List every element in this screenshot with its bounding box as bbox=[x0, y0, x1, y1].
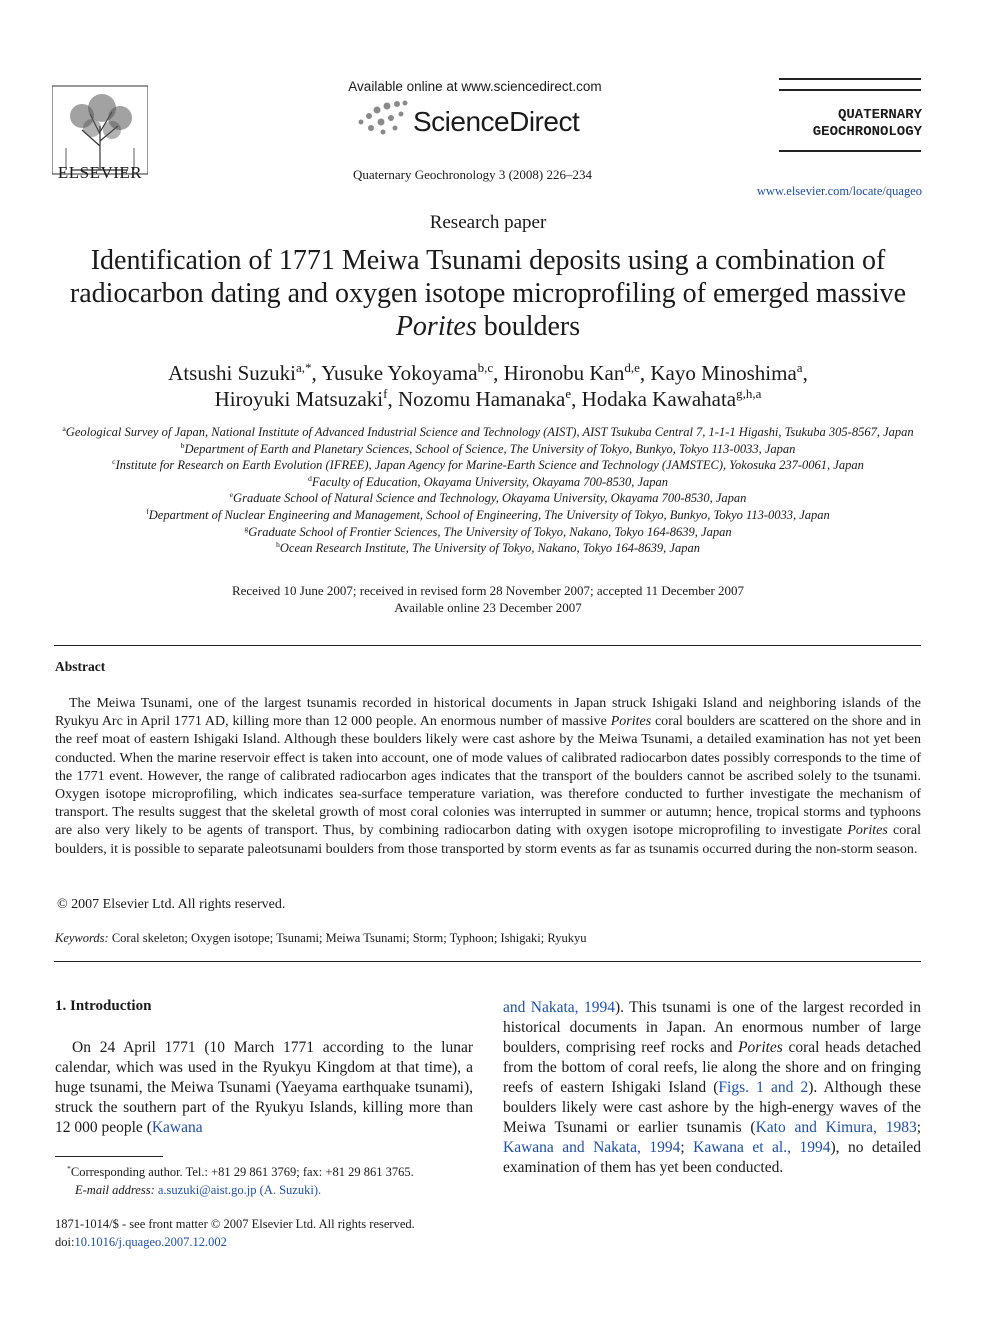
sciencedirect-wordmark: ScienceDirect bbox=[413, 106, 580, 137]
title-text: Identification of 1771 Meiwa Tsunami deposits using a combination of radiocarbon dating and oxygen isotope microprofiling of emerged massive bbox=[69, 245, 907, 309]
section-divider bbox=[54, 645, 921, 646]
journal-title-logo bbox=[764, 107, 922, 141]
keywords-label: Keywords: bbox=[55, 931, 109, 945]
citation-link[interactable]: and Nakata, 1994 bbox=[503, 999, 615, 1016]
affiliation: $^g$Graduate School of Frontier Sciences, The University of Tokyo, Nakano, Tokyo 164-8639, Japan bbox=[244, 523, 732, 539]
abstract-copyright: © 2007 Elsevier Ltd. All rights reserved. bbox=[57, 897, 286, 912]
doi-link[interactable]: 10.1016/j.quageo.2007.12.002 bbox=[74, 1235, 227, 1249]
intro-column-right: and Nakata, 1994). This tsunami is one of the largest recorded in historical documents in Japan. An enormous number of large boulders, comprising reef rocks and Porites coral heads detached from the bottom of coral reefs, lie along the shore and on fringing reefs of eastern Ishigaki Island (Figs. 1 and 2). Although these boulders likely were cast ashore by the high-energy waves of the Meiwa Tsunami or earlier tsunamis (Kato and Kimura, 1983; Kawana and Nakata, 1994; Kawana et al., 1994), no detailed examination of them has yet been conducted. bbox=[503, 999, 922, 1176]
publisher-logo-text: ELSEVIER bbox=[57, 163, 143, 182]
author[interactable]: Hiroyuki Matsuzaki$^f$ bbox=[214, 386, 388, 411]
section-heading-introduction: 1. Introduction bbox=[55, 998, 152, 1014]
affiliation: $^d$Faculty of Education, Okayama University, Okayama 700-8530, Japan bbox=[307, 473, 669, 489]
doi-line: doi:10.1016/j.quageo.2007.12.002 bbox=[55, 1235, 227, 1249]
paper-title bbox=[40, 244, 936, 343]
online-date: Available online 23 December 2007 bbox=[394, 600, 582, 615]
citation-link[interactable]: Kawana and Nakata, 1994 bbox=[503, 1139, 681, 1156]
citation-link[interactable]: Kawana et al., 1994 bbox=[693, 1139, 831, 1156]
affiliation: $^b$Department of Earth and Planetary Sciences, School of Science, The University of Tokyo, Bunkyo, Tokyo 113-0033, Japan bbox=[180, 440, 796, 456]
journal-rule bbox=[779, 89, 921, 91]
email-link[interactable]: a.suzuki@aist.go.jp (A. Suzuki). bbox=[157, 1183, 322, 1197]
affiliation: $^f$Department of Nuclear Engineering and Management, School of Engineering, The University of Tokyo, Bunkyo, Tokyo 113-0033, Japan bbox=[146, 506, 830, 522]
intro-column-left: On 24 April 1771 (10 March 1771 according to the lunar calendar, which was used in the Ryukyu Kingdom at that time), a huge tsunami, the Meiwa Tsunami (Yaeyama earthquake tsunami), struck the southern part of the Ryukyu Islands, killing more than 12 000 people (Kawana bbox=[55, 1039, 473, 1136]
paper-type: Research paper bbox=[429, 212, 547, 233]
sciencedirect-dots-icon bbox=[355, 98, 411, 138]
affiliation: $^e$Graduate School of Natural Science and Technology, Okayama University, Okayama 700-8530, Japan bbox=[229, 490, 747, 506]
keywords bbox=[55, 931, 586, 946]
figure-link[interactable]: Figs. 1 and 2 bbox=[718, 1079, 809, 1096]
keywords-list: Coral skeleton; Oxygen isotope; Tsunami; Meiwa Tsunami; Storm; Typhoon; Ishigaki; Ryukyu bbox=[111, 931, 587, 945]
section-divider bbox=[54, 961, 921, 962]
author[interactable]: Yusuke Yokoyama$^{b,c}$ bbox=[321, 360, 494, 385]
author[interactable]: Hironobu Kan$^{d,e}$ bbox=[503, 360, 640, 385]
abstract-body: The Meiwa Tsunami, one of the largest tsunamis recorded in historical documents in Japan struck Ishigaki Island and neighboring islands of the Ryukyu Arc in April 1771 AD, killing more than 12 000 people. An enormous number of massive Porites coral boulders are scattered on the shore and in the reef moat of eastern Ishigaki Island. Although these boulders likely were cast ashore by the Meiwa Tsunami, a detailed examination has not yet been conducted. When the marine reservoir effect is taken into account, one of mode values of calibrated radiocarbon dates possibly corresponds to the time of the 1771 event. However, the range of calibrated radiocarbon ages indicates that the transport of the boulders cannot be ascribed solely to the tsunami. Oxygen isotope microprofiling, which indicates sea-surface temperature variation, was therefore conducted to further investigate the mechanism of transport. The results suggest that the skeletal growth of most coral colonies was interrupted in summer or autumn; hence, tropical storms and typhoons are also very likely to be agents of transport. Thus, by combining radiocarbon dating with oxygen isotope microprofiling to investigate Porites coral boulders, it is possible to separate paleotsunami boulders from those transported by storm events as far as tsunamis occurred during the non-storm season. bbox=[55, 696, 922, 857]
corresponding-author-note: *Corresponding author. Tel.: +81 29 861 3769; fax: +81 29 861 3765. bbox=[67, 1163, 414, 1179]
affiliation: $^c$Institute for Research on Earth Evolution (IFREE), Japan Agency for Marine-Earth Science and Technology (JAMSTEC), Yokosuka 237-0061, Japan bbox=[112, 457, 864, 473]
journal-url-link[interactable]: www.elsevier.com/locate/quageo bbox=[756, 184, 922, 198]
received-dates: Received 10 June 2007; received in revised form 28 November 2007; accepted 11 December 2007 bbox=[231, 583, 745, 598]
journal-rule bbox=[779, 78, 921, 80]
journal-title-line1: QUATERNARY bbox=[837, 107, 922, 123]
email-line: E-mail address: a.suzuki@aist.go.jp (A. Suzuki). bbox=[75, 1183, 322, 1197]
title-italic: Porites bbox=[395, 311, 477, 342]
author[interactable]: Nozomu Hamanaka$^e$ bbox=[397, 386, 572, 411]
available-online-text: Available online at www.sciencedirect.com bbox=[348, 79, 602, 94]
journal-citation: Quaternary Geochronology 3 (2008) 226–234 bbox=[353, 167, 592, 182]
affiliation: $^h$Ocean Research Institute, The University of Tokyo, Nakano, Tokyo 164-8639, Japan bbox=[276, 540, 700, 556]
affiliation-list bbox=[40, 424, 936, 557]
front-matter bbox=[55, 1215, 473, 1251]
article-dates bbox=[40, 582, 936, 616]
affiliation: $^a$Geological Survey of Japan, National Institute of Advanced Industrial Science and Technology (AIST), AIST Tsukuba Central 7, 1-1-1 Higashi, Tsukuba 305-8567, Japan bbox=[62, 423, 914, 439]
abstract-heading: Abstract bbox=[55, 659, 106, 674]
citation-link[interactable]: Kato and Kimura, 1983 bbox=[755, 1119, 917, 1136]
title-text-end: boulders bbox=[476, 311, 581, 342]
author[interactable]: Hodaka Kawahata$^{g,h,a}$ bbox=[581, 386, 762, 411]
journal-title-line2: GEOCHRONOLOGY bbox=[812, 124, 922, 140]
journal-rule bbox=[779, 150, 921, 152]
footnote bbox=[55, 1163, 473, 1199]
author-list: Atsushi Suzuki$^{a,*}$, Yusuke Yokoyama$^{b,c}$, Hironobu Kan$^{d,e}$, Kayo Minoshima$^a$, Hiroyuki Matsuzaki$^f$, Nozomu Hamanaka$^e$, Hodaka Kawahata$^{g,h,a}$ bbox=[168, 360, 808, 411]
footnote-rule bbox=[55, 1156, 163, 1157]
issn-line: 1871-1014/$ - see front matter © 2007 Elsevier Ltd. All rights reserved. bbox=[55, 1217, 415, 1231]
author[interactable]: Atsushi Suzuki$^{a,*}$ bbox=[168, 360, 312, 385]
citation-link[interactable]: Kawana bbox=[151, 1119, 203, 1136]
author[interactable]: Kayo Minoshima$^a$ bbox=[650, 360, 803, 385]
